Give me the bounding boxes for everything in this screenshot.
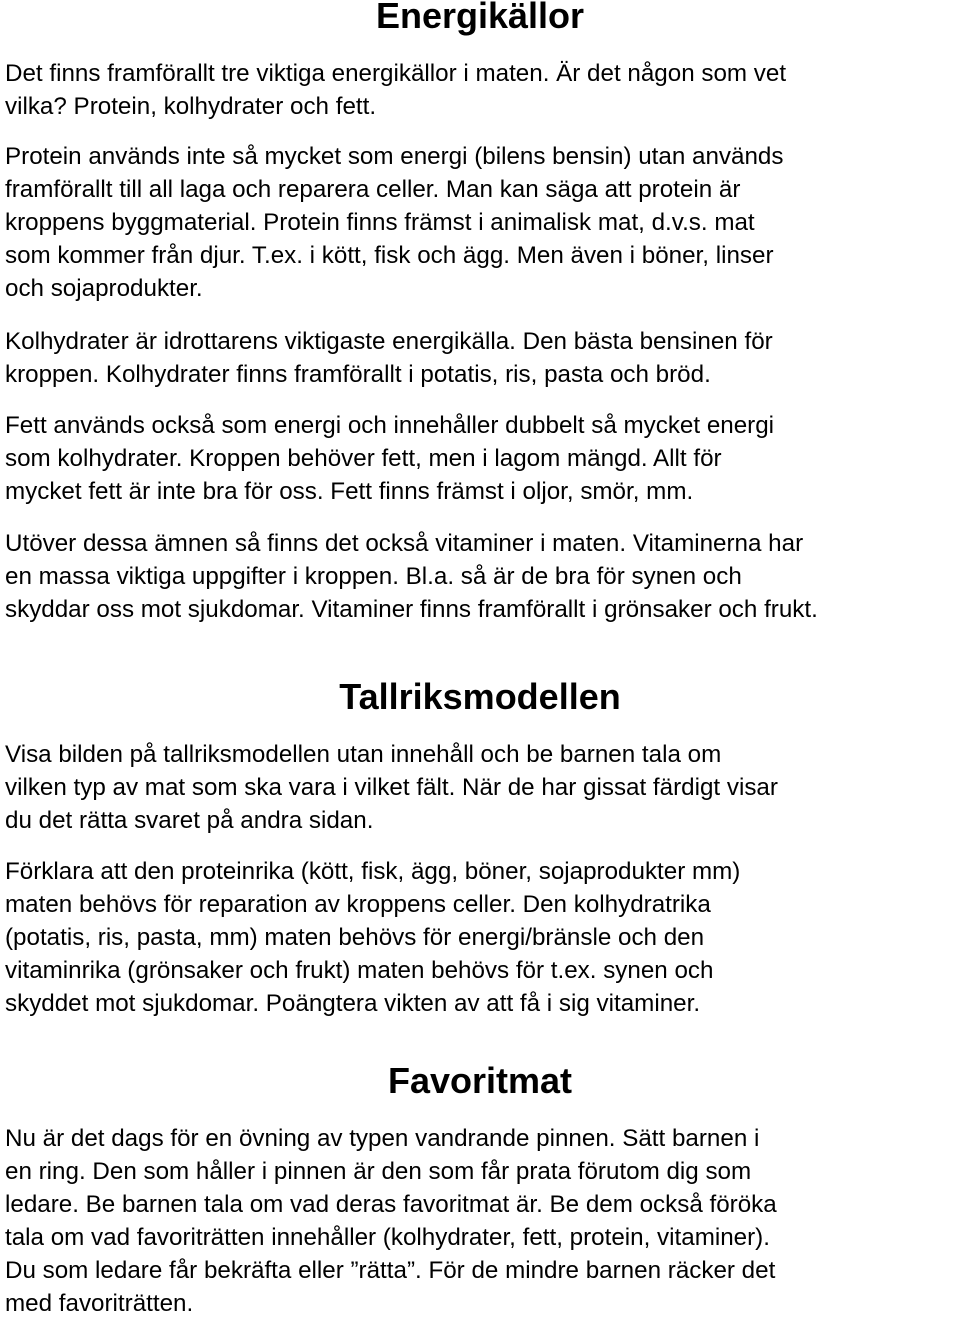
- paragraph-tallrik-instruction: Visa bilden på tallriksmodellen utan innehåll och be barnen tala om vilken typ av mat som ska vara i vilket fält. När de har gissat färdigt visar du det rätta svaret på andra sidan.: [5, 741, 778, 834]
- paragraph-protein: Protein används inte så mycket som energi (bilens bensin) utan används framförallt till all laga och reparera celler. Man kan säga att protein är kroppens byggmaterial. Protein finns främst i animalisk mat, d.v.s. mat som kommer från djur. T.ex. i kött, fisk och ägg. Men även i böner, linser och sojaprodukter.: [5, 143, 784, 302]
- heading-tallriksmodellen: Tallriksmodellen: [339, 676, 621, 717]
- paragraph-intro: Det finns framförallt tre viktiga energikällor i maten. Är det någon som vet vilka? Protein, kolhydrater och fett.: [5, 60, 787, 120]
- paragraph-favoritmat: Nu är det dags för en övning av typen vandrande pinnen. Sätt barnen i en ring. Den som håller i pinnen är den som får prata förutom dig som ledare. Be barnen tala om vad deras favoritmat är. Be dem också föröka tala om vad favoriträtten innehåller (kolhydrater, fett, protein, vitaminer). Du som ledare får bekräfta eller ”rätta”. För de mindre barnen räcker det med favoriträtten.: [5, 1125, 777, 1317]
- paragraph-tallrik-explanation: Förklara att den proteinrika (kött, fisk, ägg, böner, sojaprodukter mm) maten behövs för reparation av kroppens celler. Den kolhydratrika (potatis, ris, pasta, mm) maten behövs för energi/bränsle och den vitaminrika (grönsaker och frukt) maten behövs för t.ex. synen och skyddet mot sjukdomar. Poängtera vikten av att få i sig vitaminer.: [5, 858, 741, 1017]
- heading-favoritmat: Favoritmat: [387, 1060, 573, 1101]
- paragraph-kolhydrater: Kolhydrater är idrottarens viktigaste energikälla. Den bästa bensinen för kroppen. Kolhydrater finns framförallt i potatis, ris, pasta och bröd.: [5, 328, 773, 388]
- paragraph-fett: Fett används också som energi och innehåller dubbelt så mycket energi som kolhydrater. Kroppen behöver fett, men i lagom mängd. Allt för mycket fett är inte bra för oss. Fett finns främst i oljor, smör, mm.: [5, 412, 775, 505]
- paragraph-vitaminer: Utöver dessa ämnen så finns det också vitaminer i maten. Vitaminerna har en massa viktiga uppgifter i kroppen. Bl.a. så är de bra för synen och skyddar oss mot sjukdomar. Vitaminer finns framförallt i grönsaker och frukt.: [5, 530, 818, 623]
- heading-energikallor: Energikällor: [375, 0, 585, 36]
